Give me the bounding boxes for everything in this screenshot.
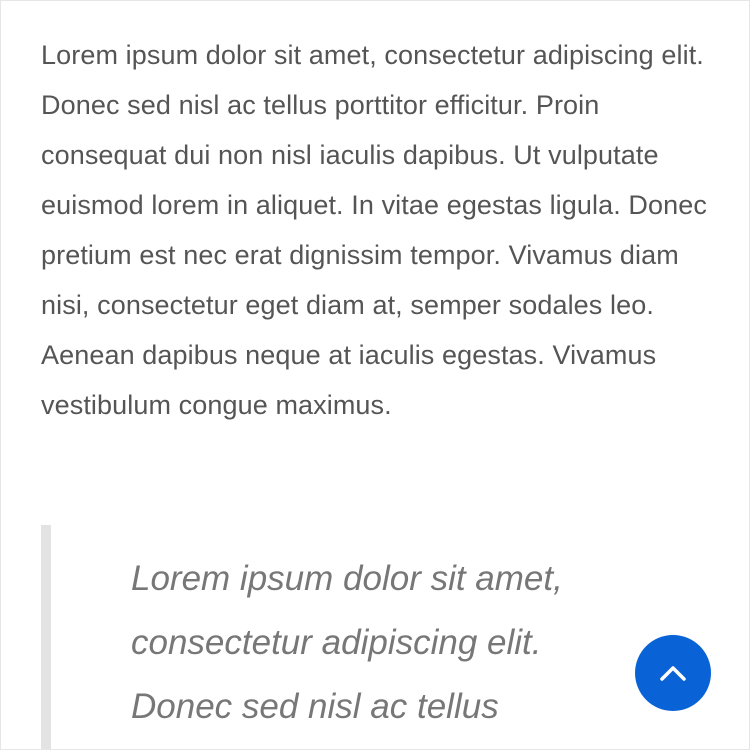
blockquote — [41, 525, 711, 750]
back-to-top-button[interactable] — [635, 635, 711, 711]
chevron-up-icon — [658, 663, 688, 683]
blockquote-text: Lorem ipsum dolor sit amet, consectetur adipiscing elit. Donec sed nisl ac tellus — [131, 559, 563, 726]
body-paragraph: Lorem ipsum dolor sit amet, consectetur adipiscing elit. Donec sed nisl ac tellus porttitor efficitur. Proin consequat dui non nisl iaculis dapibus. Ut vulputate euismod lorem in aliquet. In vitae egestas ligula. Donec pretium est nec erat dignissim tempor. Vivamus diam nisi, consectetur eget diam at, semper sodales leo. Aenean dapibus neque at iaculis egestas. Vivamus vestibulum congue maximus. — [41, 40, 707, 420]
